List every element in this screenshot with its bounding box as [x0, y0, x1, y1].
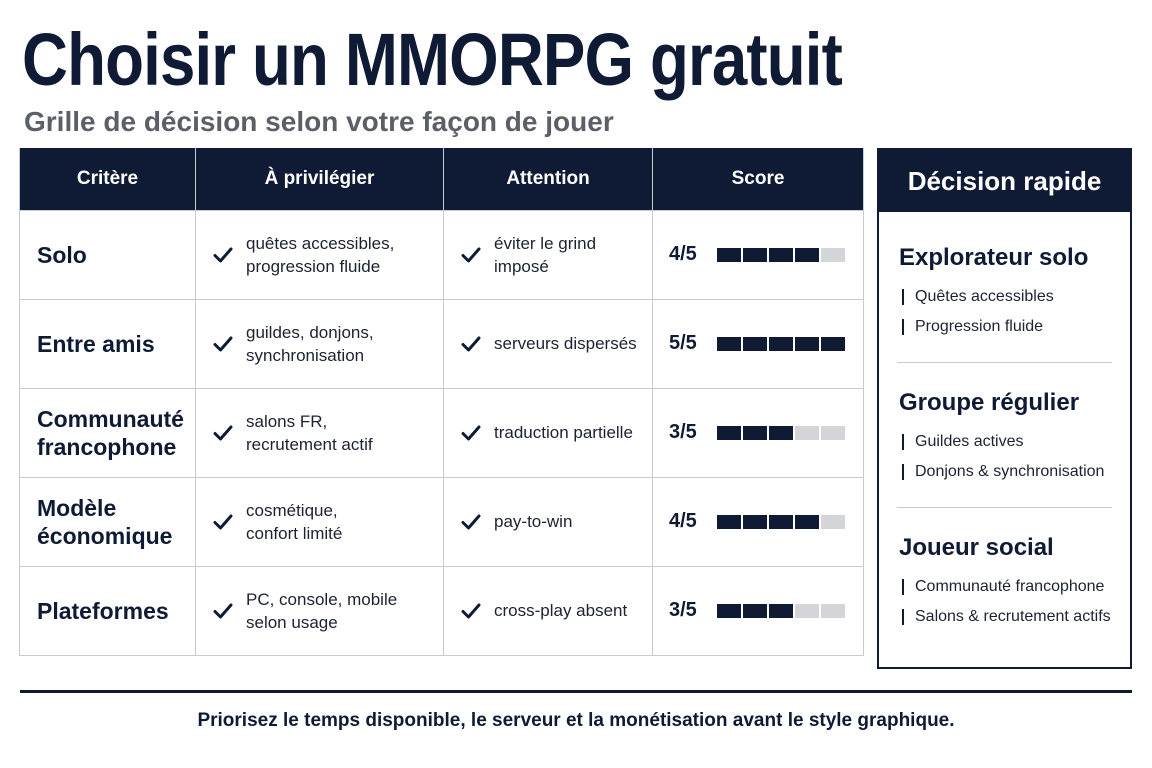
- favor-cell: [196, 210, 444, 299]
- score-segment: [717, 248, 741, 262]
- score-value: 4/5: [669, 510, 697, 532]
- score-segment: [821, 337, 845, 351]
- criterion-cell: [20, 210, 196, 299]
- profile-item-text: Quêtes accessibles: [915, 288, 1054, 305]
- score-segment: [717, 337, 741, 351]
- score-segment: [821, 515, 845, 529]
- score-segment: [769, 515, 793, 529]
- score-segment: [769, 337, 793, 351]
- footer-note: Priorisez le temps disponible, le serveur et la monétisation avant le style graphique.: [197, 710, 955, 731]
- quick-decision-panel: [877, 148, 1132, 669]
- profile-item-text: Salons & recrutement actifs: [915, 608, 1111, 625]
- score-bar: [717, 337, 845, 351]
- score-value: 5/5: [669, 332, 697, 354]
- favor-text: salons FR, recrutement actif: [246, 411, 373, 454]
- score-segment: [717, 604, 741, 618]
- header-favor: À privilégier: [196, 148, 444, 210]
- score-segment: [795, 604, 819, 618]
- favor-text: cosmétique, confort limité: [246, 500, 343, 543]
- score-segment: [821, 426, 845, 440]
- profile-item: [899, 572, 1130, 602]
- caution-text: serveurs dispersés: [494, 334, 637, 353]
- score-value: 3/5: [669, 599, 697, 621]
- panel-title: Décision rapide: [879, 150, 1130, 212]
- pipe-bar: [902, 609, 904, 625]
- checkmark-icon: [460, 511, 482, 533]
- pipe-bar: [902, 434, 904, 450]
- criterion-cell: [20, 299, 196, 388]
- profile-item: [899, 457, 1130, 487]
- profile-item: [899, 427, 1130, 457]
- score-value: 3/5: [669, 421, 697, 443]
- score-bar: [717, 604, 845, 618]
- pipe-bar: [902, 464, 904, 480]
- profile-item-text: Communauté francophone: [915, 578, 1105, 595]
- score-segment: [821, 248, 845, 262]
- score-segment: [795, 248, 819, 262]
- caution-cell: [444, 299, 653, 388]
- pipe-bar: [902, 319, 904, 335]
- profile-item: [899, 312, 1130, 342]
- criterion-cell: [20, 388, 196, 477]
- score-segment: [743, 337, 767, 351]
- profile-block: [879, 363, 1130, 507]
- checkmark-icon: [212, 333, 234, 355]
- score-cell: [653, 566, 864, 655]
- score-bar: [717, 248, 845, 262]
- page-title: Choisir un MMORPG gratuit: [22, 18, 842, 101]
- criterion-label: Solo: [37, 241, 87, 268]
- score-segment: [821, 604, 845, 618]
- table-header-row: [20, 148, 864, 210]
- pipe-bar: [902, 579, 904, 595]
- profile-item: [899, 602, 1130, 632]
- table-row: [20, 566, 864, 655]
- profile-list: [879, 212, 1130, 632]
- score-value: 4/5: [669, 243, 697, 265]
- score-segment: [795, 426, 819, 440]
- score-segment: [717, 515, 741, 529]
- profile-item-text: Progression fluide: [915, 318, 1044, 335]
- score-segment: [743, 604, 767, 618]
- score-segment: [717, 426, 741, 440]
- criterion-label: Plateformes: [37, 597, 169, 624]
- profile-title: Joueur social: [899, 534, 1054, 561]
- score-segment: [743, 515, 767, 529]
- header-caution: Attention: [444, 148, 653, 210]
- checkmark-icon: [460, 333, 482, 355]
- profile-title: Explorateur solo: [899, 244, 1089, 271]
- score-segment: [795, 337, 819, 351]
- checkmark-icon: [460, 244, 482, 266]
- favor-cell: [196, 566, 444, 655]
- pipe-bar: [902, 289, 904, 305]
- score-segment: [743, 248, 767, 262]
- profile-block: [879, 212, 1130, 362]
- caution-cell: [444, 477, 653, 566]
- footer-divider: [20, 690, 1132, 693]
- score-segment: [769, 248, 793, 262]
- score-segment: [769, 604, 793, 618]
- checkmark-icon: [212, 244, 234, 266]
- score-bar: [717, 515, 845, 529]
- profile-block: [879, 508, 1130, 632]
- checkmark-icon: [460, 600, 482, 622]
- score-cell: [653, 388, 864, 477]
- favor-cell: [196, 477, 444, 566]
- caution-cell: [444, 388, 653, 477]
- favor-text: quêtes accessibles, progression fluide: [246, 233, 395, 276]
- favor-text: guildes, donjons, synchronisation: [246, 322, 374, 365]
- caution-text: pay-to-win: [494, 512, 573, 531]
- criterion-label: Entre amis: [37, 330, 155, 357]
- caution-text: traduction partielle: [494, 423, 633, 442]
- profile-item-text: Donjons & synchronisation: [915, 463, 1105, 480]
- criterion-label: Modèle économique: [37, 494, 173, 549]
- score-segment: [743, 426, 767, 440]
- checkmark-icon: [212, 511, 234, 533]
- checkmark-icon: [212, 422, 234, 444]
- caution-cell: [444, 566, 653, 655]
- page-subtitle: Grille de décision selon votre façon de jouer: [24, 106, 614, 137]
- criterion-cell: [20, 566, 196, 655]
- favor-cell: [196, 299, 444, 388]
- table-row: [20, 299, 864, 388]
- checkmark-icon: [212, 600, 234, 622]
- table-row: [20, 210, 864, 299]
- checkmark-icon: [460, 422, 482, 444]
- favor-text: PC, console, mobile selon usage: [246, 589, 398, 632]
- table-row: [20, 388, 864, 477]
- decision-table: [19, 148, 864, 656]
- caution-text: éviter le grind imposé: [494, 233, 597, 276]
- favor-cell: [196, 388, 444, 477]
- criterion-label: Communauté francophone: [37, 405, 184, 460]
- header-score: Score: [653, 148, 864, 210]
- table-row: [20, 477, 864, 566]
- profile-item-text: Guildes actives: [915, 433, 1024, 450]
- score-cell: [653, 210, 864, 299]
- header-criterion: Critère: [20, 148, 196, 210]
- caution-text: cross-play absent: [494, 601, 628, 620]
- score-segment: [795, 515, 819, 529]
- caution-cell: [444, 210, 653, 299]
- score-cell: [653, 477, 864, 566]
- profile-item: [899, 282, 1130, 312]
- score-bar: [717, 426, 845, 440]
- criterion-cell: [20, 477, 196, 566]
- profile-title: Groupe régulier: [899, 389, 1080, 416]
- score-cell: [653, 299, 864, 388]
- score-segment: [769, 426, 793, 440]
